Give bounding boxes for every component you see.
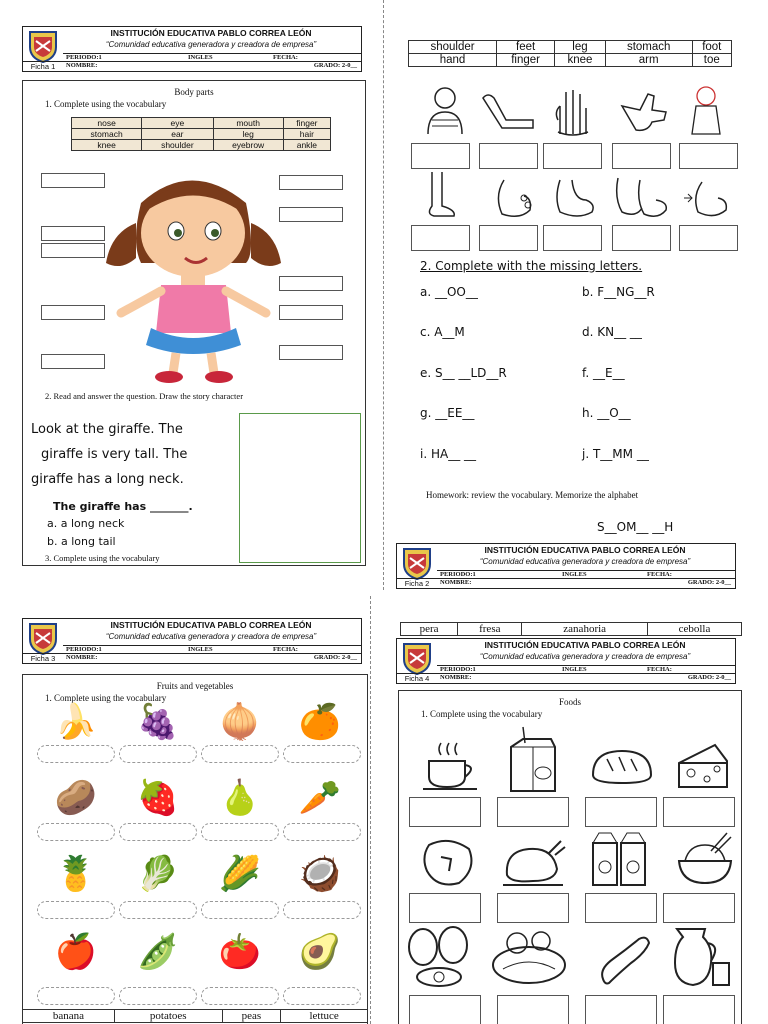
steak-picture — [419, 835, 479, 889]
answer-box[interactable] — [201, 901, 279, 919]
nombre-label: NOMBRE: — [66, 62, 98, 69]
vegetables-picture — [489, 925, 573, 989]
answer-box[interactable] — [411, 225, 470, 251]
vocab-cell: stomach — [605, 41, 692, 54]
institution-name: INSTITUCIÓN EDUCATIVA PABLO CORREA LEÓN — [110, 620, 312, 630]
answer-box[interactable] — [585, 893, 657, 923]
periodo-label: PERIODO:1 — [440, 666, 476, 673]
vocab-cell: mouth — [213, 118, 283, 129]
juice-boxes-picture — [589, 829, 649, 889]
nombre-label: NOMBRE: — [440, 674, 472, 681]
ficha-tag: Ficha 2 — [397, 578, 437, 588]
chicken-picture — [499, 835, 569, 889]
grapes-icon: 🍇 — [136, 704, 180, 741]
missing-letters-item: c. A__M — [420, 325, 465, 339]
toe-picture — [484, 176, 536, 220]
vocab-cell: knee — [72, 140, 142, 151]
vocab-cell: zanahoria — [522, 623, 648, 636]
vocab-cell: eye — [142, 118, 213, 129]
ficha-tag: Ficha 1 — [23, 61, 63, 71]
vocab-table — [400, 622, 742, 636]
instruction: 1. Complete using the vocabulary — [45, 693, 167, 703]
answer-box[interactable] — [119, 901, 197, 919]
lettuce-icon: 🥬 — [136, 856, 180, 893]
nombre-label: NOMBRE: — [440, 579, 472, 586]
missing-letters-item: e. S__ __LD__R — [420, 366, 507, 380]
option-a[interactable]: a. a long neck — [47, 517, 125, 530]
banana-icon: 🍌 — [54, 704, 98, 741]
ficha-tag: Ficha 3 — [23, 653, 63, 663]
ficha1-header — [22, 26, 362, 72]
feet-picture — [612, 174, 672, 222]
grado-label: GRADO: 2-0__ — [313, 654, 357, 661]
label-box[interactable] — [41, 305, 105, 320]
question: The giraffe has _______. — [53, 500, 193, 513]
vocab-cell: hand — [409, 54, 497, 67]
fecha-label: FECHA: — [273, 646, 298, 653]
vocab-cell: cebolla — [647, 623, 741, 636]
answer-box[interactable] — [201, 987, 279, 1005]
instruction: 2. Complete with the missing letters. — [420, 259, 643, 273]
answer-box[interactable] — [283, 987, 361, 1005]
eggs-picture — [403, 925, 483, 989]
foot-picture — [550, 176, 598, 220]
finger-picture — [618, 86, 672, 136]
vocab-cell: nose — [72, 118, 142, 129]
apple-icon: 🍎 — [54, 934, 98, 971]
sausages-picture — [595, 929, 653, 987]
institution-motto: “Comunidad educativa generadora y creadora de empresa” — [479, 652, 691, 661]
vocab-cell: shoulder — [409, 41, 497, 54]
strawberry-icon: 🍓 — [136, 780, 180, 817]
vocab-cell: lettuce — [281, 1010, 368, 1023]
missing-letters-item: f. __E__ — [582, 366, 625, 380]
answer-box[interactable] — [37, 987, 115, 1005]
missing-letters-item: g. __EE__ — [420, 406, 475, 420]
vocab-cell: peas — [222, 1010, 281, 1023]
missing-letters-item: h. __O__ — [582, 406, 631, 420]
school-crest-icon — [400, 546, 434, 580]
vocab-table — [71, 117, 331, 151]
periodo-label: PERIODO:1 — [66, 54, 102, 61]
school-crest-icon — [26, 621, 60, 655]
vocab-cell: knee — [555, 54, 606, 67]
bread-picture — [589, 745, 655, 789]
answer-box[interactable] — [663, 995, 735, 1024]
institution-motto: “Comunidad educativa generadora y creadora de empresa” — [479, 557, 691, 566]
vocab-cell: leg — [213, 129, 283, 140]
answer-box[interactable] — [37, 745, 115, 763]
answer-box[interactable] — [283, 823, 361, 841]
shoulder-picture — [420, 84, 470, 136]
subject-label: INGLES — [188, 646, 213, 653]
girl-stomach-picture — [686, 84, 726, 136]
vocab-cell: stomach — [72, 129, 142, 140]
grado-label: GRADO: 2-0__ — [687, 674, 731, 681]
answer-box[interactable] — [411, 143, 470, 169]
answer-box[interactable] — [497, 797, 569, 827]
periodo-label: PERIODO:1 — [440, 571, 476, 578]
hand-picture — [550, 86, 594, 136]
ficha4-header — [396, 638, 736, 684]
story-line: giraffe has a long neck. — [31, 472, 184, 487]
answer-box[interactable] — [497, 893, 569, 923]
fecha-label: FECHA: — [273, 54, 298, 61]
instruction: 1. Complete using the vocabulary — [421, 709, 543, 719]
girl-illustration — [81, 163, 311, 383]
missing-letters-item: d. KN__ __ — [582, 325, 642, 339]
institution-name: INSTITUCIÓN EDUCATIVA PABLO CORREA LEÓN — [484, 640, 686, 650]
answer-box[interactable] — [479, 225, 538, 251]
vocab-cell: leg — [555, 41, 606, 54]
school-crest-icon — [400, 641, 434, 675]
avocado-icon: 🥑 — [298, 934, 342, 971]
ficha1-sheet — [22, 80, 366, 566]
label-box[interactable] — [279, 207, 343, 222]
label-box[interactable] — [41, 173, 105, 188]
fecha-label: FECHA: — [647, 571, 672, 578]
answer-box[interactable] — [201, 745, 279, 763]
ficha3-sheet — [22, 674, 368, 1024]
answer-box[interactable] — [201, 823, 279, 841]
grado-label: GRADO: 2-0__ — [687, 579, 731, 586]
subject-label: INGLES — [562, 666, 587, 673]
sheet-title: Foods — [558, 697, 581, 707]
vocab-cell: feet — [497, 41, 555, 54]
carrot-icon: 🥕 — [298, 780, 342, 817]
answer-box[interactable] — [283, 745, 361, 763]
missing-letters-item: j. T__MM __ — [582, 447, 649, 461]
vocab-cell: finger — [283, 118, 330, 129]
peas-icon: 🫛 — [136, 934, 180, 971]
label-box[interactable] — [279, 305, 343, 320]
vocab-cell: potatoes — [114, 1010, 222, 1023]
tomato-icon: 🍅 — [218, 934, 262, 971]
vocab-cell: fresa — [458, 623, 522, 636]
answer-box[interactable] — [585, 797, 657, 827]
fecha-label: FECHA: — [647, 666, 672, 673]
cheese-picture — [675, 739, 731, 793]
knee-picture — [682, 178, 732, 220]
arm-picture — [478, 90, 538, 134]
subject-label: INGLES — [562, 571, 587, 578]
answer-box[interactable] — [283, 901, 361, 919]
story-line: Look at the giraffe. The — [31, 422, 183, 437]
potato-icon: 🥔 — [54, 780, 98, 817]
nombre-label: NOMBRE: — [66, 654, 98, 661]
answer-box[interactable] — [409, 797, 481, 827]
subject-label: INGLES — [188, 54, 213, 61]
vocab-cell: toe — [692, 54, 731, 67]
vocab-cell: ankle — [283, 140, 330, 151]
ficha2-header — [396, 543, 736, 589]
institution-motto: “Comunidad educativa generadora y creadora de empresa” — [105, 40, 317, 49]
corn-icon: 🌽 — [218, 856, 262, 893]
vocab-cell: arm — [605, 54, 692, 67]
institution-name: INSTITUCIÓN EDUCATIVA PABLO CORREA LEÓN — [484, 545, 686, 555]
institution-name: INSTITUCIÓN EDUCATIVA PABLO CORREA LEÓN — [110, 28, 312, 38]
leg-picture — [420, 170, 464, 220]
answer-box[interactable] — [663, 797, 735, 827]
instruction: 3. Complete using the vocabulary — [45, 553, 160, 563]
pineapple-icon: 🍍 — [54, 856, 98, 893]
vocab-cell: ear — [142, 129, 213, 140]
answer-box[interactable] — [679, 225, 738, 251]
answer-box[interactable] — [119, 823, 197, 841]
answer-box[interactable] — [612, 143, 671, 169]
ficha-tag: Ficha 4 — [397, 673, 437, 683]
story-text — [31, 417, 187, 492]
label-box[interactable] — [279, 345, 343, 360]
answer-box[interactable] — [479, 143, 538, 169]
juice-jug-picture — [669, 923, 733, 989]
milk-carton-picture — [503, 725, 563, 795]
instruction: 2. Read and answer the question. Draw the story character — [45, 391, 244, 401]
missing-letters-item: S__OM__ __H — [597, 520, 674, 534]
instruction: 1. Complete using the vocabulary — [45, 99, 167, 109]
label-box[interactable] — [41, 226, 105, 241]
missing-letters-item: i. HA__ __ — [420, 447, 477, 461]
drawing-box[interactable] — [239, 413, 361, 563]
vocab-cell: pera — [401, 623, 458, 636]
rice-bowl-picture — [675, 831, 735, 889]
page-separator — [370, 596, 371, 1024]
answer-box[interactable] — [585, 995, 657, 1024]
answer-box[interactable] — [679, 143, 738, 169]
coconut-icon: 🥥 — [298, 856, 342, 893]
label-box[interactable] — [279, 276, 343, 291]
answer-box[interactable] — [37, 901, 115, 919]
onion-icon: 🧅 — [218, 704, 262, 741]
vocab-cell: eyebrow — [213, 140, 283, 151]
vocab-cell: foot — [692, 41, 731, 54]
ficha4-sheet — [398, 690, 742, 1024]
pear-icon: 🍐 — [218, 780, 262, 817]
answer-box[interactable] — [543, 225, 602, 251]
missing-letters-item: b. F__NG__R — [582, 285, 655, 299]
vocab-cell: finger — [497, 54, 555, 67]
vocab-table — [408, 40, 732, 67]
answer-box[interactable] — [663, 893, 735, 923]
answer-box[interactable] — [497, 995, 569, 1024]
vocab-cell: shoulder — [142, 140, 213, 151]
institution-motto: “Comunidad educativa generadora y creadora de empresa” — [105, 632, 317, 641]
sheet-title: Body parts — [174, 87, 214, 97]
answer-box[interactable] — [543, 143, 602, 169]
answer-box[interactable] — [119, 745, 197, 763]
label-box[interactable] — [279, 175, 343, 190]
answer-box[interactable] — [37, 823, 115, 841]
page-separator — [383, 0, 384, 590]
school-crest-icon — [26, 29, 60, 63]
missing-letters-item: a. __OO__ — [420, 285, 478, 299]
coffee-cup-picture — [421, 739, 485, 793]
orange-icon: 🍊 — [298, 704, 342, 741]
sheet-title: Fruits and vegetables — [156, 681, 234, 691]
label-box[interactable] — [41, 243, 105, 258]
option-b[interactable]: b. a long tail — [47, 535, 116, 548]
answer-box[interactable] — [409, 995, 481, 1024]
homework-note: Homework: review the vocabulary. Memorize the alphabet — [426, 490, 639, 500]
answer-box[interactable] — [612, 225, 671, 251]
ficha3-header — [22, 618, 362, 664]
story-line: giraffe is very tall. The — [41, 447, 188, 462]
answer-box[interactable] — [409, 893, 481, 923]
vocab-cell: banana — [23, 1010, 115, 1023]
label-box[interactable] — [41, 354, 105, 369]
answer-box[interactable] — [119, 987, 197, 1005]
vocab-table — [22, 1009, 368, 1023]
vocab-cell: hair — [283, 129, 330, 140]
grado-label: GRADO: 2-0__ — [313, 62, 357, 69]
periodo-label: PERIODO:1 — [66, 646, 102, 653]
